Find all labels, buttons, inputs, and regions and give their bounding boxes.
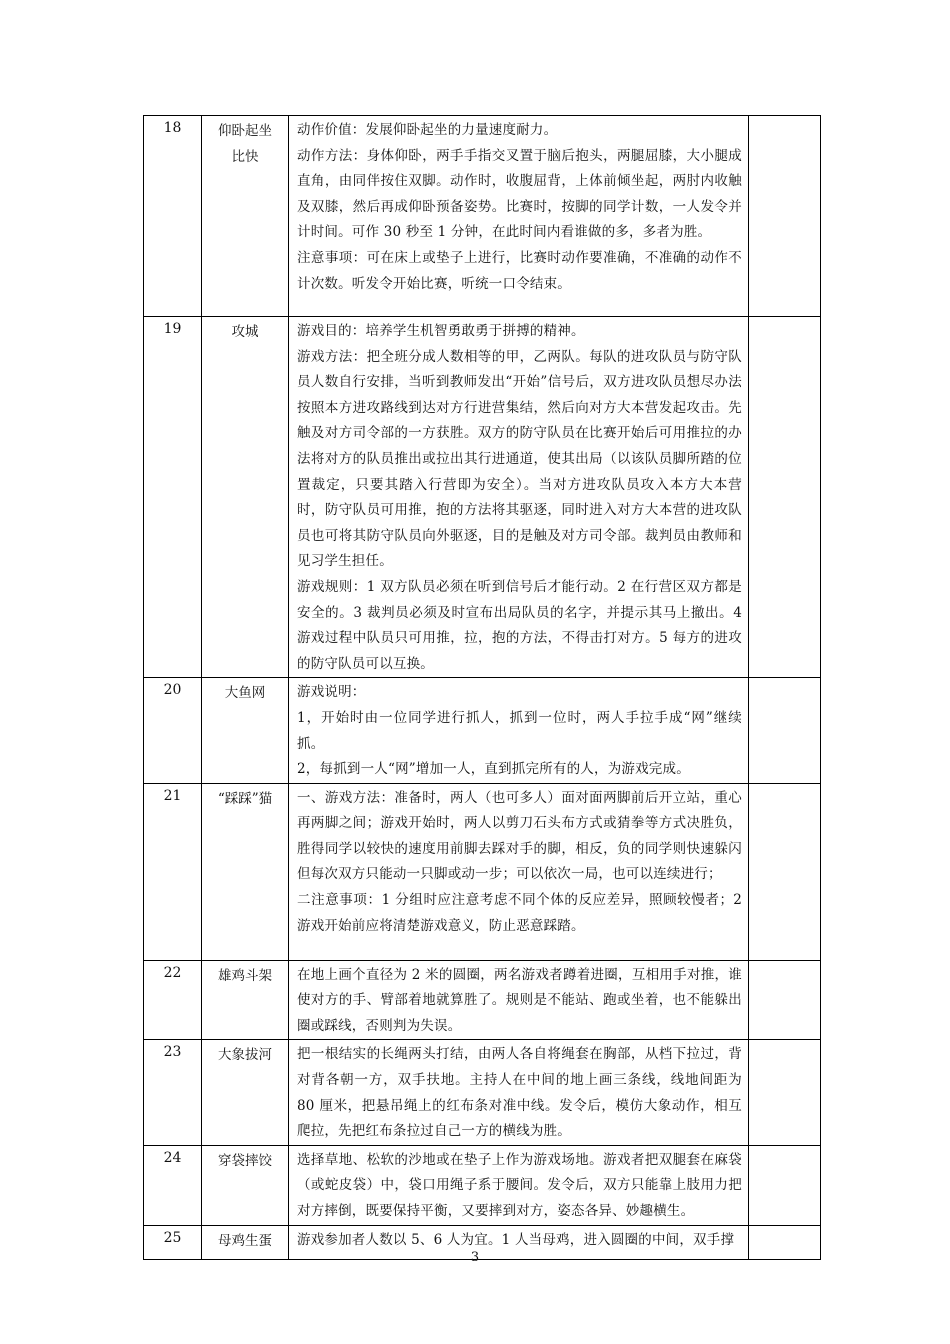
row-number: 22 [144, 960, 202, 1040]
game-name: “踩踩”猫 [202, 783, 289, 960]
row-number: 25 [144, 1225, 202, 1259]
paragraph: 游戏说明： [297, 684, 366, 701]
empty-cell [749, 116, 821, 317]
empty-cell [749, 678, 821, 783]
row-number: 20 [144, 678, 202, 783]
row-number: 24 [144, 1145, 202, 1225]
paragraph: 注意事项：可在床上或垫子上进行，比赛时动作要准确，不准确的动作不计次数。听发令开始比赛，听统一口令结束。 [297, 249, 742, 292]
empty-cell [749, 783, 821, 960]
row-number: 21 [144, 783, 202, 960]
game-name: 攻城 [202, 317, 289, 678]
row-number: 18 [144, 116, 202, 317]
table-row [144, 960, 821, 1040]
paragraph: 游戏目的：培养学生机智勇敢勇于拼搏的精神。 [297, 323, 585, 339]
paragraph: 游戏规则：1 双方队员必须在听到信号后才能行动。2 在行营区双方都是安全的。3 裁判员必须及时宣布出局队员的名字，并提示其马上撤出。4 游戏过程中队员只可用推，拉，抱的方法，不得击打对方。5 每方的进攻的防守队员可以互换。 [297, 578, 742, 672]
paragraph: 一、游戏方法：准备时，两人（也可多人）面对面两脚前后开立站，重心再两脚之间；游戏开始时，两人以剪刀石头布方式或猜拳等方式决胜负，胜得同学以较快的速度用前脚去踩对手的脚，相反，负的同学则快速躲闪但每次双方只能动一只脚或动一步；可以依次一局，也可以连续进行； [297, 789, 742, 883]
paragraph: 把一根结实的长绳两头打结，由两人各自将绳套在胸部，从档下拉过，背对背各朝一方，双手扶地。主持人在中间的地上画三条线，线地间距为 80 厘米，把悬吊绳上的红布条对准中线。发令后，模仿大象动作，相互爬拉，先把红布条拉过自己一方的横线为胜。 [297, 1046, 742, 1140]
table-row [144, 317, 821, 678]
paragraph: 游戏参加者人数以 5、6 人为宜。1 人当母鸡，进入圆圈的中间，双手撑 [297, 1231, 735, 1248]
table-row [144, 783, 821, 960]
game-description [289, 1040, 749, 1145]
game-description [289, 116, 749, 317]
game-description [289, 960, 749, 1040]
game-name: 穿袋摔饺 [202, 1145, 289, 1225]
game-description [289, 317, 749, 678]
row-number: 23 [144, 1040, 202, 1145]
table-row [144, 1145, 821, 1225]
page-number: 3 [470, 1250, 480, 1265]
empty-cell [749, 1040, 821, 1145]
paragraph: 选择草地、松软的沙地或在垫子上作为游戏场地。游戏者把双腿套在麻袋（或蛇皮袋）中，袋口用绳子系于腰间。发令后，双方只能靠上肢用力把对方摔倒，既要保持平衡，又要摔到对方，姿态各异、妙趣横生。 [297, 1151, 742, 1220]
game-name: 大鱼网 [202, 678, 289, 783]
row-number: 19 [144, 317, 202, 678]
game-description [289, 678, 749, 783]
table-row [144, 116, 821, 317]
game-name: 雄鸡斗架 [202, 960, 289, 1040]
paragraph: 动作价值：发展仰卧起坐的力量速度耐力。 [297, 122, 558, 138]
table-row [144, 1040, 821, 1145]
paragraph: 在地上画个直径为 2 米的圆圈，两名游戏者蹲着进圈，互相用手对推，谁使对方的手、臂部着地就算胜了。规则是不能站、跑或坐着，也不能躲出圈或踩线，否则判为失误。 [297, 966, 742, 1034]
empty-cell [749, 1145, 821, 1225]
table-row [144, 678, 821, 783]
game-name: 母鸡生蛋 [202, 1225, 289, 1259]
empty-cell [749, 960, 821, 1040]
paragraph: 游戏方法：把全班分成人数相等的甲，乙两队。每队的进攻队员与防守队员人数自行安排，当听到教师发出“开始”信号后，双方进攻队员想尽办法按照本方进攻路线到达对方行进营集结，然后向对方大本营发起攻击。先触及对方司令部的一方获胜。双方的防守队员在比赛开始后可用推拉的办法将对方的队员推出或拉出其行进通道，使其出局（以该队员脚所踏的位置裁定，只要其踏入行营即为安全）。当对方进攻队员攻入本方大本营时，防守队员可用推，抱的方法将其驱逐，同时进入对方大本营的进攻队员也可将其防守队员向外驱逐，目的是触及对方司令部。裁判员由教师和见习学生担任。 [297, 348, 742, 570]
games-table [143, 115, 821, 1260]
paragraph: 动作方法：身体仰卧，两手手指交叉置于脑后抱头，两腿屈膝，大小腿成直角，由同伴按住双脚。动作时，收腹屈背，上体前倾坐起，两肘内收触及双膝，然后再成仰卧预备姿势。比赛时，按脚的同学计数，一人发令并计时间。可作 30 秒至 1 分钟，在此时间内看谁做的多，多者为胜。 [297, 147, 742, 241]
game-description [289, 1145, 749, 1225]
paragraph: 二注意事项：1 分组时应注意考虑不同个体的反应差异，照顾较慢者；2 游戏开始前应将清楚游戏意义，防止恶意踩踏。 [297, 892, 742, 934]
game-name: 大象拔河 [202, 1040, 289, 1145]
game-description [289, 783, 749, 960]
paragraph: 2，每抓到一人“网”增加一人，直到抓完所有的人，为游戏完成。 [297, 761, 690, 778]
game-name: 仰卧起坐比快 [202, 116, 289, 317]
paragraph: 1，开始时由一位同学进行抓人，抓到一位时，两人手拉手成“网”继续抓。 [297, 709, 742, 752]
empty-cell [749, 317, 821, 678]
